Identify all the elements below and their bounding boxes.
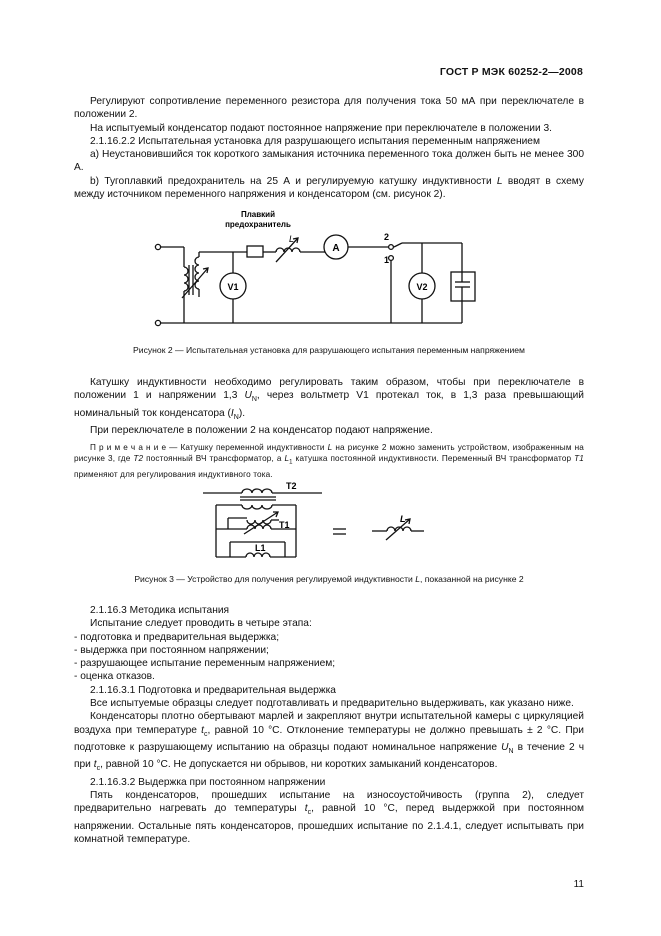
switch-position-1: 1 bbox=[384, 255, 390, 265]
clause-heading: 2.1.16.3 Методика испытания bbox=[90, 605, 230, 616]
paragraph: Все испытуемые образцы следует подготавливать и предварительно выдерживать, как указано ниже. bbox=[90, 698, 574, 710]
figure-3-caption: Рисунок 3 — Устройство для получения регулируемой индуктивности L, показанной на рисунке 2 bbox=[134, 574, 524, 584]
document-header: ГОСТ Р МЭК 60252-2—2008 bbox=[439, 66, 583, 78]
list-item: - выдержка при постоянном напряжении; bbox=[74, 644, 269, 656]
paragraph: Испытание следует проводить в четыре этапа: bbox=[90, 618, 312, 630]
text-block-2 bbox=[74, 376, 584, 481]
paragraph: Катушку индуктивности необходимо регулировать таким образом, чтобы при переключателе в положении 1 и напряжении 1,3 $U_N$, через вольтметр V1 протекал ток, в 1,3 раза превышающий номинальный ток конденсатора $(I_N)$. bbox=[74, 377, 584, 421]
list-item: - оценка отказов. bbox=[74, 671, 155, 683]
voltmeter2-label: V2 bbox=[416, 282, 428, 292]
l-label: L bbox=[400, 514, 406, 524]
paragraph: Конденсаторы плотно обертывают марлей и закрепляют внутри испытательной камеры с циркуляцией воздуха при температуре $t_c$, равной 10 °С. Отклонение температуры не должно превышать ± 2 °С. При подготовке к разрушающему испытанию на образцы подают номинальное напряжение $U_N$ в течение 2 ч при $t_c$, равной 10 °С. Не допускается ни обрывов, ни коротких замыканий конденсаторов. bbox=[74, 711, 585, 773]
list-item: - подготовка и предварительная выдержка; bbox=[74, 631, 280, 643]
fuse-label-line1: Плавкий bbox=[240, 210, 276, 219]
paragraph: Регулируют сопротивление переменного резистора для получения тока 50 мА при переключателе в положении 2. bbox=[74, 96, 584, 121]
paragraph: b) Тугоплавкий предохранитель на 25 А и регулируемую катушку индуктивности L вводят в схему между источником переменного напряжения и конденсатором (см. рисунок 2). bbox=[74, 175, 584, 201]
fuse-label-line2: предохранитель bbox=[225, 220, 291, 229]
t1-label: T1 bbox=[279, 520, 290, 530]
paragraph: На испытуемый конденсатор подают постоянное напряжение при переключателе в положении 3. bbox=[90, 122, 553, 134]
paragraph: При переключателе в положении 2 на конденсатор подают напряжение. bbox=[90, 424, 433, 436]
ammeter-label: A bbox=[332, 243, 340, 254]
l1-label: L1 bbox=[255, 543, 266, 553]
paragraph: Пять конденсаторов, прошедших испытание на износоустойчивость (группа 2), следует предварительно нагревать до температуры $t_c$, равной 10 °С, перед выдержкой при постоянном напряжении. Остальные пять конденсаторов, прошедших испытание по 2.1.4.1, следует испытывать при комнатной температуре. bbox=[74, 789, 584, 845]
figure-2-caption: Рисунок 2 — Испытательная установка для разрушающего испытания переменным напряжением bbox=[133, 345, 525, 355]
clause-heading: 2.1.16.3.2 Выдержка при постоянном напряжении bbox=[90, 776, 326, 788]
t2-label: T2 bbox=[286, 481, 297, 491]
inductor-label: L bbox=[289, 234, 295, 244]
figure-3-diagram bbox=[0, 470, 661, 580]
note: П р и м е ч а н и е — Катушку переменной индуктивности L на рисунке 2 можно заменить устройством, изображенным на рисунке 3, где Т2 постоянный ВЧ трансформатор, а $L_1$ катушка постоянной индуктивности. Переменный ВЧ трансформатор Т1 применяют для регулирования индуктивного тока. bbox=[74, 443, 584, 480]
clause-heading: 2.1.16.3.1 Подготовка и предварительная выдержка bbox=[90, 684, 336, 696]
switch-position-2: 2 bbox=[384, 232, 390, 242]
figure-2-circuit bbox=[0, 0, 661, 340]
list-item: - разрушающее испытание переменным напряжением; bbox=[74, 658, 336, 670]
paragraph: а) Неустановившийся ток короткого замыкания источника переменного тока должен быть не менее 300 А. bbox=[74, 149, 584, 174]
voltmeter1-label: V1 bbox=[227, 282, 239, 292]
page-number: 11 bbox=[573, 879, 584, 890]
clause-heading: 2.1.16.2.2 Испытательная установка для разрушающего испытания переменным напряжением bbox=[90, 135, 540, 147]
text-block-3 bbox=[74, 604, 584, 846]
